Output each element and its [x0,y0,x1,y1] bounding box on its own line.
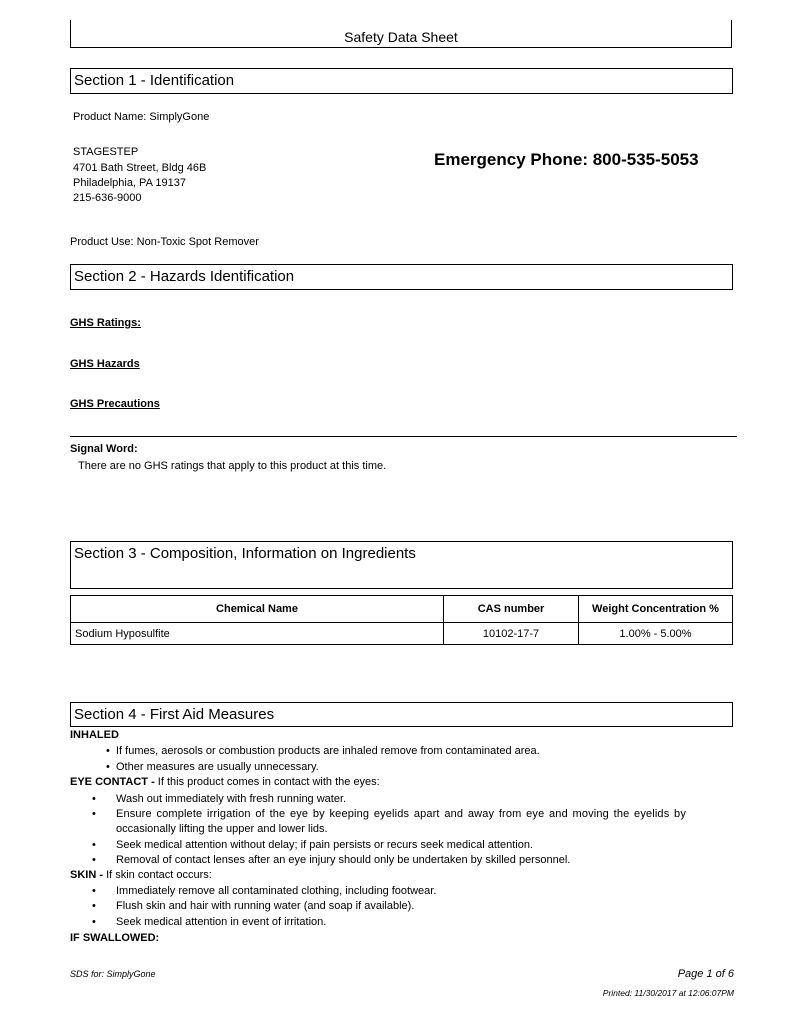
bullet-icon: • [106,745,110,757]
table-cell: Sodium Hyposulfite [71,623,444,645]
ghs-ratings-label: GHS Ratings: [70,317,141,329]
section2-heading: Section 2 - Hazards Identification [70,264,733,290]
eye-contact-line [70,776,380,788]
composition-table [70,595,733,645]
table-cell: 1.00% - 5.00% [579,623,733,645]
bullet-icon: • [106,761,110,773]
emergency-phone: Emergency Phone: 800-535-5053 [434,150,699,169]
bullet-icon: • [92,885,96,897]
ghs-hazards-label: GHS Hazards [70,358,140,370]
ghs-precautions-label: GHS Precautions [70,398,160,410]
table-row [71,623,733,645]
table-cell: 10102-17-7 [444,623,579,645]
list-item: If fumes, aerosols or combustion products are inhaled remove from contaminated area. [116,745,540,757]
eye-contact-intro: If this product comes in contact with the eyes: [157,776,380,788]
bullet-icon: • [92,900,96,912]
list-item: Wash out immediately with fresh running water. [116,793,347,805]
skin-line [70,869,212,881]
product-name: Product Name: SimplyGone [73,111,210,123]
signal-word-label: Signal Word: [70,443,138,455]
inhaled-label: INHALED [70,729,119,741]
skin-label: SKIN - [70,869,107,881]
printed-timestamp: Printed: 11/30/2017 at 12:06:07PM [602,988,734,998]
skin-intro: If skin contact occurs: [106,869,212,881]
eye-contact-label: EYE CONTACT - [70,776,158,788]
divider [70,436,737,437]
section4-heading: Section 4 - First Aid Measures [70,702,733,727]
section3-heading: Section 3 - Composition, Information on Ingredients [70,541,733,589]
column-header: Weight Concentration % [579,596,733,623]
bullet-icon: • [92,839,96,851]
address-line-1: 4701 Bath Street, Bldg 46B [73,162,207,174]
bullet-icon: • [92,793,96,805]
list-item-continued: occasionally lifting the upper and lower lids. [116,823,328,835]
product-use: Product Use: Non-Toxic Spot Remover [70,236,259,248]
list-item: Ensure complete irrigation of the eye by keeping eyelids apart and away from eye and moving the eyelids by [116,808,686,820]
company-name: STAGESTEP [73,146,139,158]
page-title: Safety Data Sheet [70,20,732,48]
bullet-icon: • [92,916,96,928]
list-item: Removal of contact lenses after an eye injury should only be undertaken by skilled personnel. [116,854,571,866]
address-line-2: Philadelphia, PA 19137 [73,177,186,189]
page-number: Page 1 of 6 [677,968,734,980]
if-swallowed-label: IF SWALLOWED: [70,932,160,944]
list-item: Seek medical attention without delay; if pain persists or recurs seek medical attention. [116,839,533,851]
column-header: CAS number [444,596,579,623]
bullet-icon: • [92,808,96,820]
footer-sds-for: SDS for: SimplyGone [70,969,156,979]
bullet-icon: • [92,854,96,866]
column-header: Chemical Name [71,596,444,623]
list-item: Seek medical attention in event of irritation. [116,916,327,928]
list-item: Other measures are usually unnecessary. [116,761,319,773]
table-header-row [71,596,733,623]
section1-heading: Section 1 - Identification [70,68,733,94]
company-phone: 215-636-9000 [73,192,142,204]
list-item: Flush skin and hair with running water (and soap if available). [116,900,415,912]
no-ghs-ratings-text: There are no GHS ratings that apply to this product at this time. [78,460,387,472]
list-item: Immediately remove all contaminated clothing, including footwear. [116,885,437,897]
